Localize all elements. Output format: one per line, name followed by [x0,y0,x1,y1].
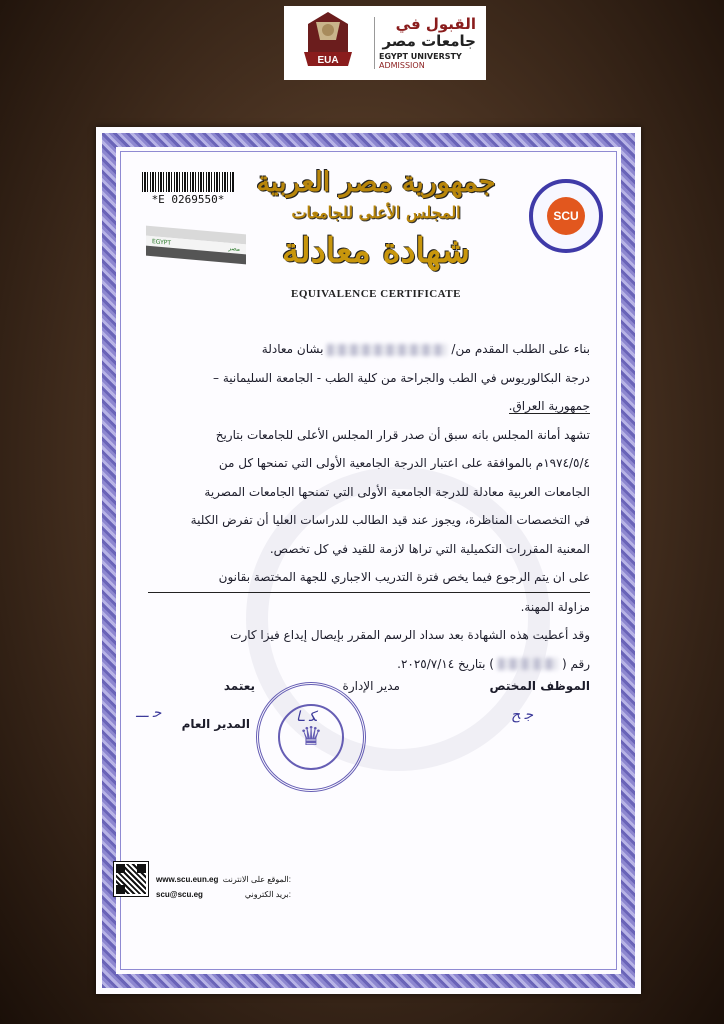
serial-number: *E 0269550* [151,193,225,206]
website-label: الموقع على الانترنت: [222,875,291,884]
body-line-10: مزاولة المهنة. [520,599,590,614]
eagle-icon: ♛ [278,704,344,770]
website-value: www.scu.eun.eg [156,875,219,884]
body-line-3: جمهورية العراق. [508,399,590,413]
redacted-name [327,344,447,356]
body-line-9: على ان يتم الرجوع فيما يخص فترة التدريب الاجباري للجهة المختصة بقانون [148,563,590,593]
banner-arabic-line2: جامعات مصر [382,31,476,50]
banner-arabic-line1: القبول في [395,14,476,33]
banner-english-line2: ADMISSION [379,60,425,70]
body-line-12: رقم () بتاريخ ٢٠٢٥/٧/١٤. [397,656,590,671]
admission-banner [284,6,486,80]
general-director-label: المدير العام [181,717,250,731]
scu-seal-label: SCU [547,197,585,235]
certificate-title-en: EQUIVALENCE CERTIFICATE [291,288,461,300]
body-line-6: الجامعات العربية معادلة للدرجة الجامعية الأولى التي تمنحها الجامعات المصرية [204,484,590,499]
eua-logo [286,8,370,78]
director-signature-label: مدير الإدارة [342,679,400,693]
qr-code-icon [114,862,148,896]
certificate-title-ar: شهادة معادلة [281,231,470,271]
contact-footer [156,872,291,902]
body-line-11: وقد أعطيت هذه الشهادة بعد سداد الرسم المقرر بإيصال إيداع فيزا كارت [230,628,590,642]
banner-english-line1: EGYPT UNIVERSTY [379,51,462,61]
handwritten-signature-1: ﺣ ـــ [136,705,162,721]
body-line-2: درجة البكالوريوس في الطب والجراحة من كلية الطب - الجامعة السليمانية – [213,370,590,385]
handwritten-signature-3: ﺟ ﺢ [511,707,534,723]
body-line-8: المعنية المقررات التكميلية التي تراها لازمة للقيد في كل تخصص. [269,541,590,556]
body-line-5: ١٩٧٤/٥/٤م بالموافقة على اعتبار الدرجة الجامعية الأولى التي تمنحها كل من [218,456,590,470]
republic-title: جمهورية مصر العربية [256,167,496,198]
scu-seal-icon [529,179,603,253]
employee-signature-label: الموظف المختص [489,679,590,693]
body-line-1: بناء على الطلب المقدم من/بشان معادلة [261,342,590,356]
banner-text [379,14,486,70]
email-row [156,887,291,902]
council-title: المجلس الأعلى للجامعات [291,203,461,222]
barcode-icon [142,172,234,192]
body-line-7: في التخصصات المناظرة، ويجوز عند قيد الطالب للدراسات العليا أن تفرض الكلية [190,513,590,527]
body-line-4: تشهد أمانة المجلس بانه سبق أن صدر قرار المجلس الأعلى للجامعات بتاريخ [215,427,590,442]
email-value: scu@scu.eg [156,890,203,899]
banner-divider [374,17,375,69]
certificate-paper [96,127,641,994]
approved-label: يعتمد [223,679,255,693]
email-label: بريد الكتروني: [244,890,291,899]
sphinx-logo-icon [286,8,370,78]
svg-text:EUA: EUA [317,55,339,66]
flag-label-ar: مصر [228,244,240,253]
website-row [156,872,291,887]
redacted-receipt [498,658,558,670]
handwritten-signature-2: ﻜ ـﺎ [296,709,317,725]
flag-label-en: EGYPT [152,237,172,247]
certificate-body [148,335,590,678]
serial-barcode [142,172,234,206]
